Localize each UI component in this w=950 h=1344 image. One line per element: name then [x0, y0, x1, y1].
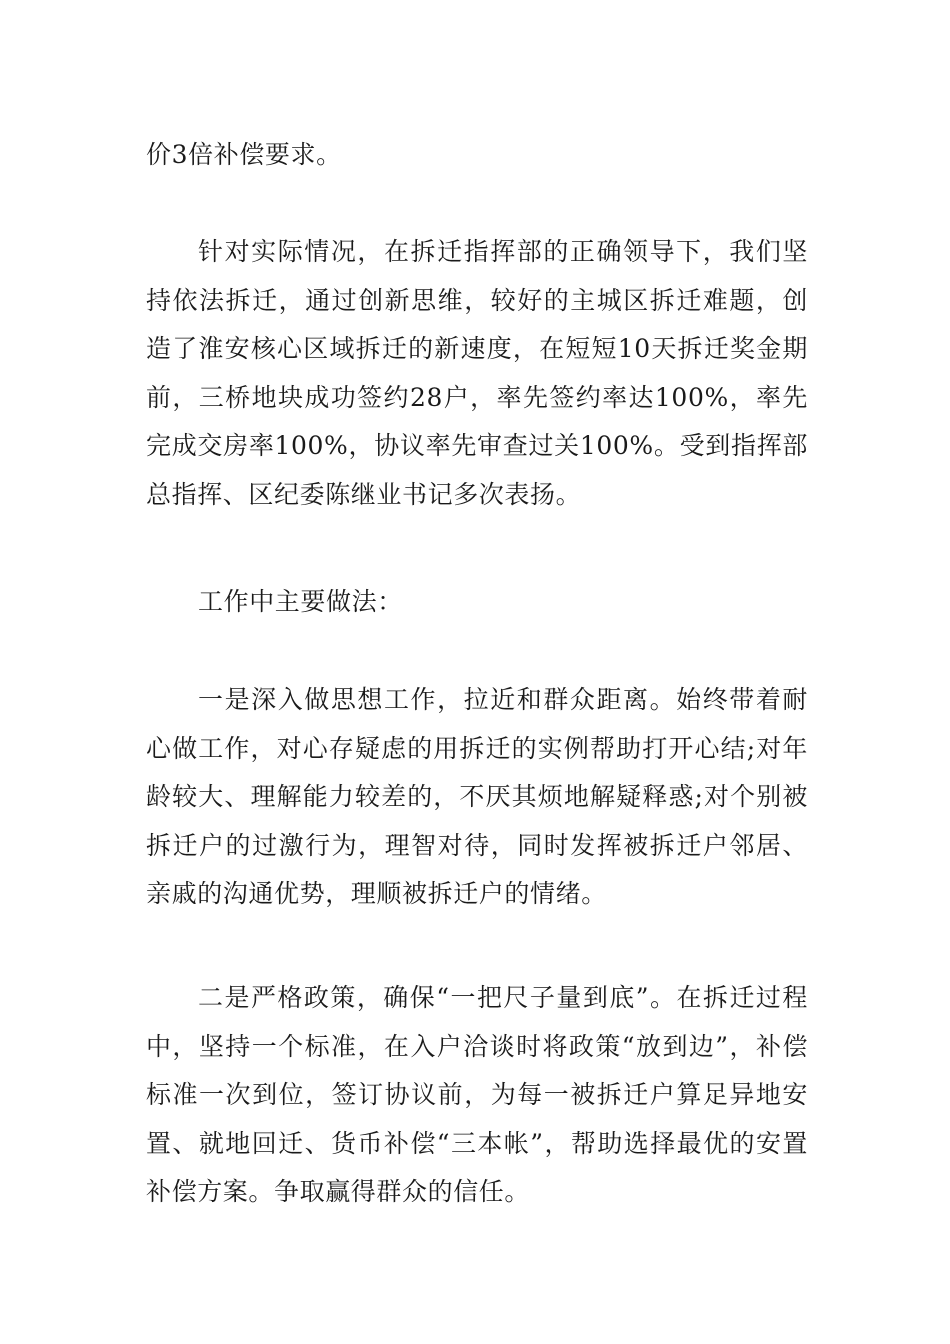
paragraph-achievements: 针对实际情况，在拆迁指挥部的正确领导下，我们坚持依法拆迁，通过创新思维，较好的主城区拆迁难题，创造了淮安核心区域拆迁的新速度，在短短10天拆迁奖金期前，三桥地块成功签约28户，率先签约率达100%，率先完成交房率100%，协议率先审查过关100%。受到指挥部总指挥、区纪委陈继业书记多次表扬。	[146, 237, 808, 509]
paragraph-continuation: 价3倍补偿要求。	[146, 140, 342, 169]
paragraph-method-one: 一是深入做思想工作，拉近和群众距离。始终带着耐心做工作，对心存疑虑的用拆迁的实例帮助打开心结;对年龄较大、理解能力较差的，不厌其烦地解疑释惑;对个别被拆迁户的过激行为，理智对待，同时发挥被拆迁户邻居、亲戚的沟通优势，理顺被拆迁户的情绪。	[146, 685, 808, 908]
paragraph-method-two: 二是严格政策，确保“一把尺子量到底”。在拆迁过程中，坚持一个标准，在入户洽谈时将政策“放到边”，补偿标准一次到位，签订协议前，为每一被拆迁户算足异地安置、就地回迁、货币补偿“三本帐”，帮助选择最优的安置补偿方案。争取赢得群众的信任。	[146, 983, 808, 1206]
paragraph-methods-heading: 工作中主要做法：	[198, 587, 403, 616]
